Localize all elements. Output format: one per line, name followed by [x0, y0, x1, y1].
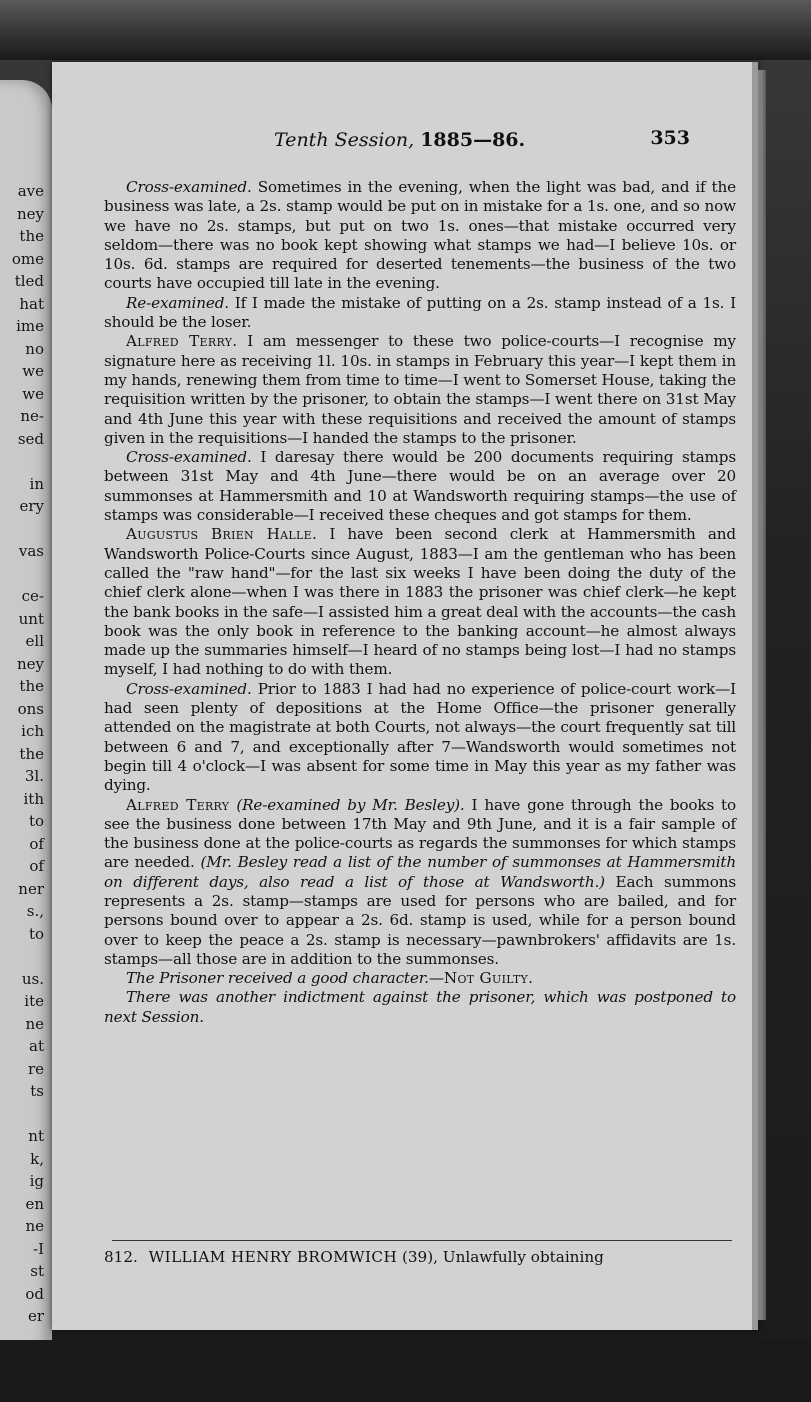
margin-fragment: sed — [17, 429, 44, 448]
defendant-name: WILLIAM HENRY BROMWICH — [148, 1248, 398, 1266]
witness-label: Alfred Terry. — [126, 332, 238, 351]
testimony-text — [104, 178, 736, 1027]
margin-fragment: ne — [25, 1014, 44, 1033]
margin-fragment: er — [27, 1307, 44, 1325]
left-margin-fragments — [0, 180, 44, 1328]
margin-fragment: ce- — [21, 587, 44, 605]
margin-fragment: ner — [18, 879, 44, 898]
margin-fragment: ne- — [20, 407, 44, 425]
running-title — [274, 129, 525, 151]
testimony-paragraph — [104, 178, 736, 294]
margin-fragment: ite — [24, 992, 44, 1010]
margin-fragment: to — [28, 812, 44, 830]
margin-fragment: ne — [25, 1217, 44, 1235]
testimony-body: Prior to 1883 I had had no experience of police-court work—I had seen plenty of depositions at the Home Office—the prisoner generally attended on the magistrate at both Courts, not always—the court frequently sat till between 6 and 7, and exceptionally after 7—Wandsworth would sometimes not begin till 4 o'clock—I was absent for some time in May this year as my father was dying. — [104, 679, 736, 795]
testimony-body: I have gone through the books to see the business done between 17th May and 9th June, and it is a fair sample of the business done at the police-courts as regards the summonses for which stamps are needed. — [104, 795, 736, 872]
witness-label: Cross-examined. — [126, 178, 252, 196]
testimony-paragraph — [104, 448, 736, 525]
top-shadow — [0, 0, 811, 60]
margin-fragment — [0, 518, 44, 541]
margin-fragment: us. — [21, 969, 44, 988]
margin-fragment: ave — [17, 182, 44, 200]
defendant-age: (39), — [401, 1248, 438, 1266]
margin-fragment: ig — [29, 1172, 44, 1190]
margin-fragment: ith — [23, 789, 44, 808]
margin-fragment: ts — [30, 1082, 44, 1100]
margin-fragment: 3l. — [24, 767, 44, 785]
session-year: 1885—86. — [420, 129, 526, 151]
testimony-body: I am messenger to these two police-courts—I recognise my signature here as receiving 1l. 10s. in stamps in February this year—I kept them in my hands, renewing them from time to time—I went to Somerset House, taking the requisition written by the prisoner, to obtain the stamps—I went there on 31st May and 4th June this year with these requisitions and received the amount of stamps given in the requisitions—I handed the stamps to the prisoner. — [104, 332, 736, 447]
character-note — [104, 969, 736, 988]
witness-label: Augustus Brien Halle. — [126, 525, 318, 544]
margin-fragment: vas — [18, 542, 44, 560]
testimony-body-continued: Each summons represents a 2s. stamp—stamps are used for persons who are bailed, and for persons bound over to appear a 2s. 6d. stamp is used, while for a person bound over to keep the peace a 2s. stamp is necessary—pawnbrokers' affidavits are 1s. stamps—all those are in addition to the summonses. — [104, 872, 736, 968]
margin-fragment: the — [19, 677, 44, 695]
witness-label: Cross-examined. — [126, 679, 252, 698]
margin-fragment: ime — [16, 317, 44, 335]
session-title: Tenth Session, — [274, 129, 415, 151]
margin-fragment: nt — [28, 1127, 44, 1145]
margin-fragment: ich — [21, 722, 44, 740]
testimony-paragraph — [104, 680, 736, 796]
page-number: 353 — [650, 127, 690, 149]
margin-fragment: hat — [19, 294, 44, 313]
verdict: Not Guilty. — [443, 969, 534, 988]
margin-fragment: -I — [33, 1239, 44, 1258]
margin-fragment: no — [25, 339, 44, 358]
margin-fragment — [0, 450, 44, 473]
margin-fragment: tled — [14, 272, 44, 290]
margin-fragment: ell — [25, 632, 44, 650]
margin-fragment: ney — [16, 204, 44, 223]
margin-fragment: ons — [17, 699, 44, 718]
margin-fragment: en — [25, 1194, 44, 1213]
testimony-body: Sometimes in the evening, when the light was bad, and if the business was late, a 2s. stamp would be put on in mistake for a 1s. one, and so now we have no 2s. stamps, but put on two 1s. ones—that mistake occurred very seldom—there was no book kept showing what stamps we had—I believe 10s. or 10s. 6d. stamps are required for deserted tenements—the business of the two courts have occupied till late in the evening. — [104, 178, 736, 293]
margin-fragment — [0, 945, 44, 968]
margin-fragment: st — [30, 1262, 44, 1280]
margin-fragment: we — [22, 362, 44, 380]
margin-fragment: of — [29, 834, 44, 853]
margin-fragment: ery — [19, 497, 44, 515]
bottom-shadow — [0, 1340, 811, 1402]
testimony-body: I daresay there would be 200 documents requiring stamps between 31st May and 4th June—there would be on an average over 20 summonses at Hammersmith and 10 at Wandsworth requiring stamps—the use of stamps was considerable—I received these cheques and got stamps for them. — [104, 448, 736, 525]
testimony-paragraph — [104, 525, 736, 679]
margin-fragment: in — [29, 474, 44, 493]
testimony-paragraph — [104, 294, 736, 333]
postponement-note: There was another indictment against the prisoner, which was postponed to next Session. — [104, 988, 736, 1026]
margin-fragment: od — [25, 1284, 44, 1303]
margin-fragment: of — [29, 857, 44, 875]
margin-fragment: the — [19, 744, 44, 763]
witness-label: Re-examined. — [126, 293, 229, 312]
character-text: The Prisoner received a good character.— — [126, 969, 444, 988]
case-number: 812. — [104, 1248, 138, 1266]
testimony-paragraph — [104, 796, 736, 970]
court-aside: (Mr. Besley read a list of the number of summonses at Hammersmith on different days, also read a list of those at Wandsworth.) — [104, 853, 736, 891]
charge-text: Unlawfully obtaining — [442, 1248, 604, 1266]
left-page-edge — [0, 80, 52, 1370]
next-case-heading — [104, 1248, 736, 1266]
margin-fragment — [0, 1103, 44, 1126]
margin-fragment — [0, 563, 44, 586]
margin-fragment: to — [28, 924, 44, 943]
case-divider-rule — [112, 1240, 732, 1241]
margin-fragment: the — [19, 227, 44, 245]
margin-fragment: re — [27, 1059, 44, 1078]
testimony-body: I have been second clerk at Hammersmith and Wandsworth Police-Courts since August, 1883—I am the gentleman who has been called the "raw hand"—for the last six weeks I have been doing the duty of the chief clerk alone—when I was there in 1883 the prisoner was chief clerk—he kept the bank books in the safe—I assisted him a great deal with the accounts—the cash book was the only book in reference to the banking account—he almost always made up the summaries himself—I heard of no stamps being lost—I had no stamps myself, I had nothing to do with them. — [104, 525, 736, 679]
margin-fragment: s., — [26, 902, 44, 920]
margin-fragment: k, — [30, 1149, 44, 1168]
testimony-body: If I made the mistake of putting on a 2s. stamp instead of a 1s. I should be the loser. — [104, 293, 737, 332]
margin-fragment: ome — [11, 249, 44, 268]
running-header — [52, 127, 752, 157]
witness-label-suffix: (Re-examined by Mr. Besley). — [236, 795, 465, 814]
margin-fragment: ney — [16, 654, 44, 673]
margin-fragment: at — [29, 1037, 44, 1055]
book-page — [52, 62, 758, 1330]
margin-fragment: unt — [18, 609, 44, 628]
witness-label: Cross-examined. — [126, 448, 252, 467]
witness-label: Alfred Terry — [126, 795, 230, 814]
testimony-paragraph — [104, 332, 736, 448]
margin-fragment: we — [22, 384, 44, 403]
